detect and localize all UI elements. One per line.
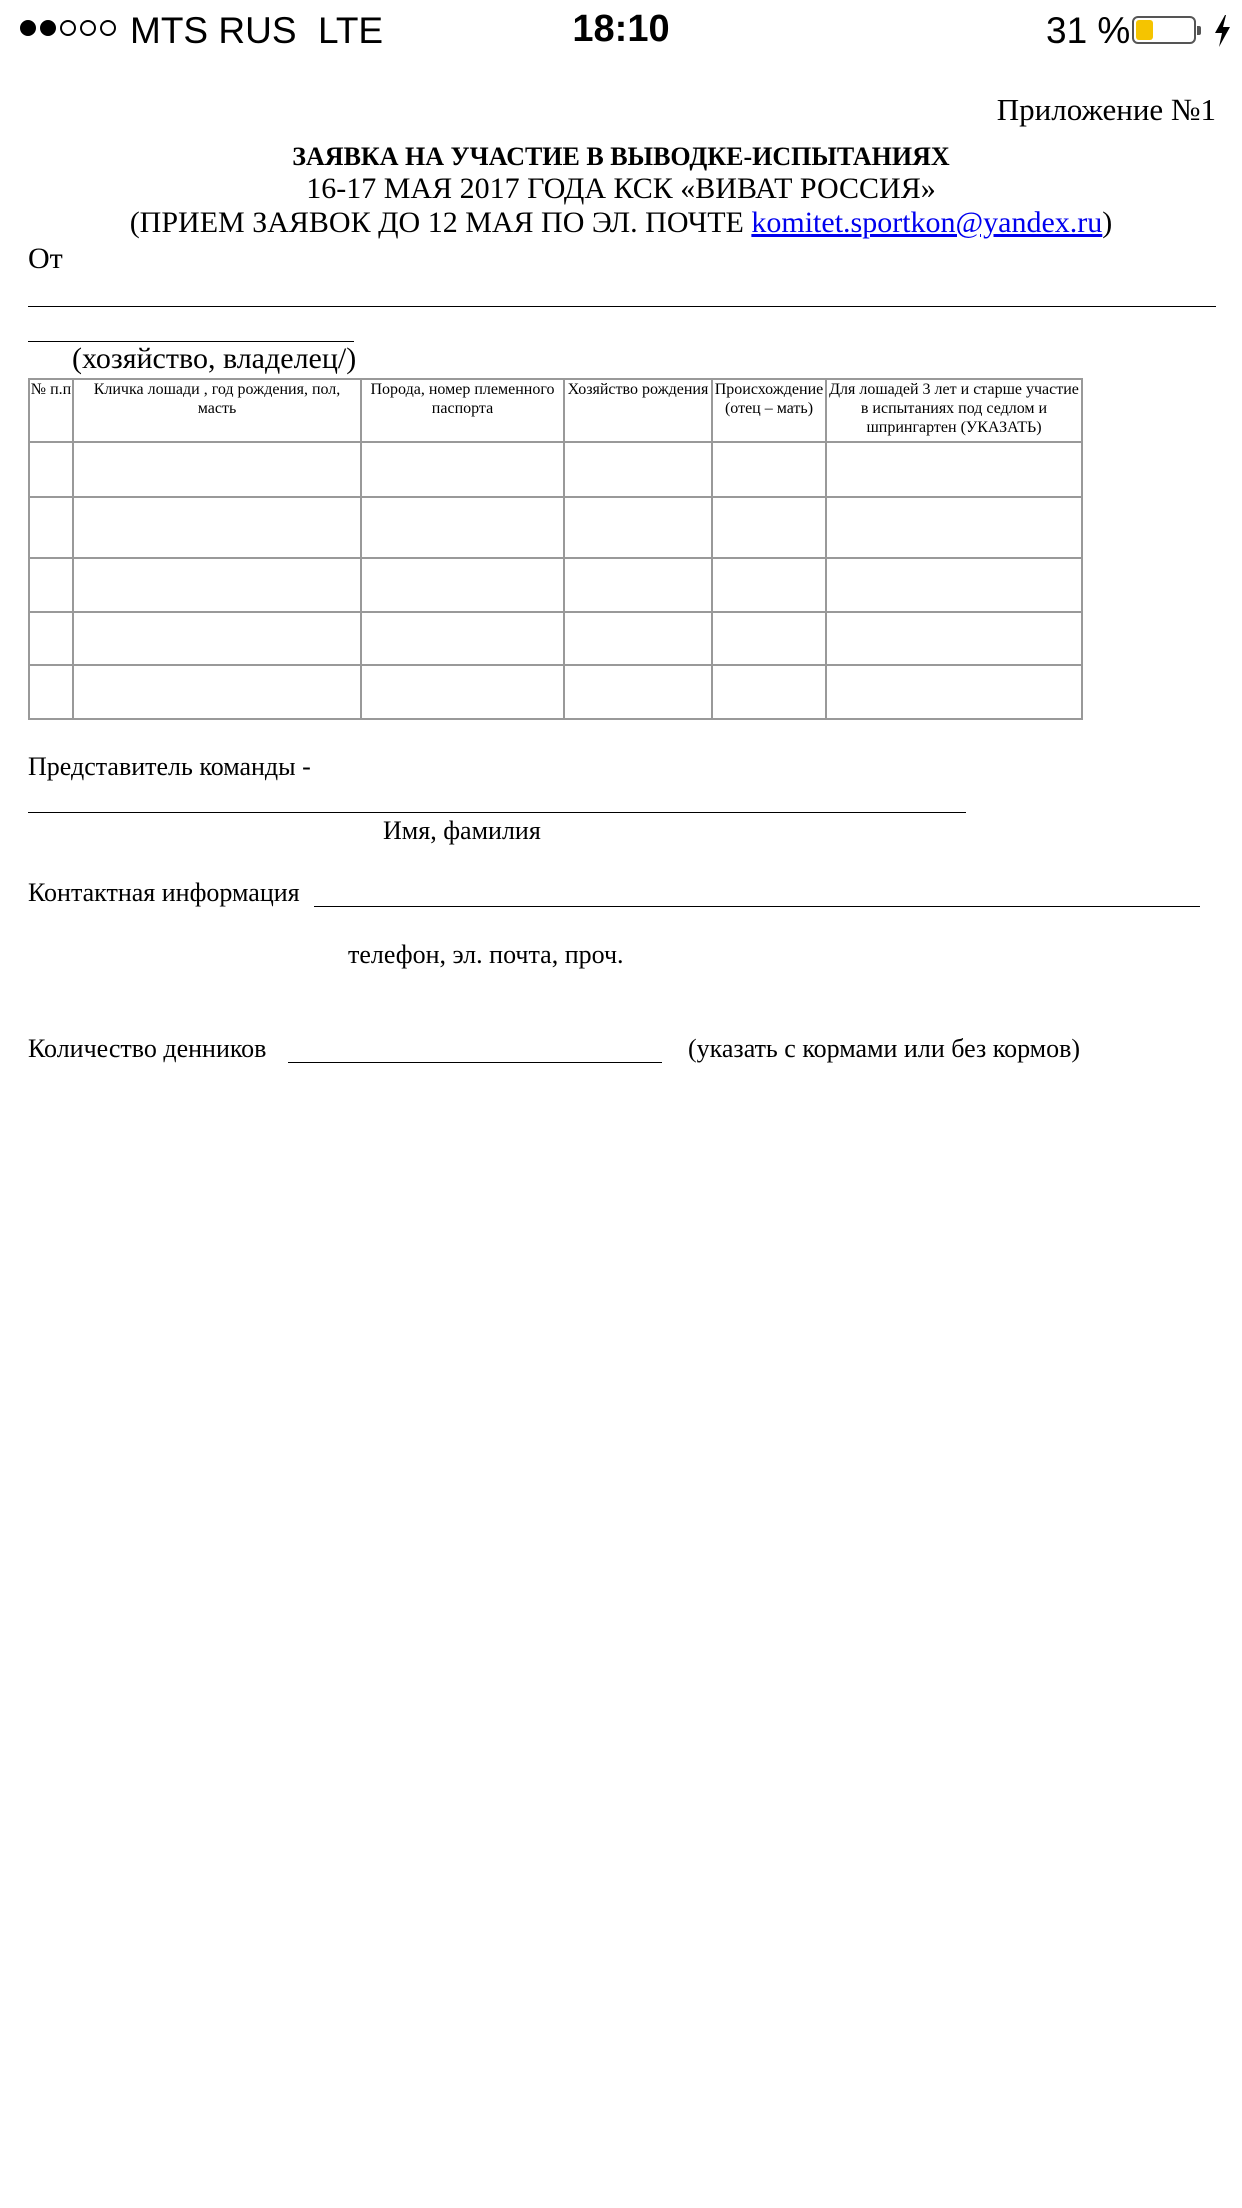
table-row — [29, 497, 1082, 558]
event-dates: 16-17 МАЯ 2017 ГОДА КСК «ВИВАТ РОССИЯ» — [306, 172, 936, 205]
table-cell — [29, 497, 73, 558]
horse-entries-table — [28, 378, 1083, 720]
table-row — [29, 612, 1082, 665]
stalls-fill-line — [288, 1062, 662, 1063]
table-cell — [73, 497, 361, 558]
table-cell — [361, 497, 564, 558]
deadline-suffix: ) — [1102, 206, 1113, 239]
table-cell — [361, 558, 564, 612]
column-header-horse-name: Кличка лошади , год рождения, пол, масть — [73, 379, 361, 442]
table-cell — [564, 558, 712, 612]
email-link[interactable]: komitet.sportkon@yandex.ru — [751, 206, 1103, 239]
deadline-line — [0, 206, 1242, 240]
representative-caption: Имя, фамилия — [383, 816, 541, 845]
table-cell — [826, 497, 1082, 558]
stalls-note: (указать с кормами или без кормов) — [688, 1034, 1081, 1063]
table-cell — [826, 442, 1082, 497]
table-cell — [29, 612, 73, 665]
owner-caption: (хозяйство, владелец/) — [72, 342, 357, 375]
table-cell — [564, 612, 712, 665]
table-cell — [826, 558, 1082, 612]
charging-bolt-icon — [1212, 14, 1232, 48]
table-cell — [361, 612, 564, 665]
status-bar — [0, 0, 1242, 64]
network-type: LTE — [318, 10, 384, 51]
column-header-saddle-trials: Для лошадей 3 лет и старше участие в испытаниях под седлом и шпрингартен (УКАЗАТЬ) — [826, 379, 1082, 442]
table-cell — [712, 612, 826, 665]
table-cell — [29, 558, 73, 612]
contact-caption: телефон, эл. почта, проч. — [348, 940, 624, 969]
table-cell — [564, 497, 712, 558]
battery-percent: 31 % — [1046, 10, 1131, 51]
contact-fill-line — [314, 906, 1200, 907]
deadline-prefix: (ПРИЕМ ЗАЯВОК ДО 12 МАЯ ПО ЭЛ. ПОЧТЕ — [129, 206, 752, 239]
table-cell — [826, 665, 1082, 719]
table-cell — [361, 665, 564, 719]
table-row — [29, 558, 1082, 612]
table-cell — [712, 442, 826, 497]
from-fill-line — [28, 306, 1216, 307]
annex-label: Приложение №1 — [996, 92, 1216, 127]
contact-label: Контактная информация — [28, 878, 300, 907]
carrier-name: MTS RUS — [130, 10, 297, 51]
table-cell — [361, 442, 564, 497]
table-cell — [73, 442, 361, 497]
column-header-pedigree: Происхождение (отец – мать) — [712, 379, 826, 442]
table-cell — [564, 442, 712, 497]
table-cell — [712, 665, 826, 719]
table-cell — [73, 612, 361, 665]
table-cell — [73, 558, 361, 612]
document-title: ЗАЯВКА НА УЧАСТИЕ В ВЫВОДКЕ-ИСПЫТАНИЯХ — [292, 142, 950, 171]
table-cell — [564, 665, 712, 719]
table-row — [29, 442, 1082, 497]
column-header-number: № п.п — [29, 379, 73, 442]
table-row — [29, 665, 1082, 719]
column-header-birth-farm: Хозяйство рождения — [564, 379, 712, 442]
table-cell — [712, 497, 826, 558]
representative-fill-line — [28, 812, 966, 813]
status-time: 18:10 — [572, 8, 670, 50]
table-cell — [73, 665, 361, 719]
table-cell — [29, 665, 73, 719]
table-header-row — [29, 379, 1082, 442]
battery-level — [1136, 20, 1153, 40]
table-cell — [29, 442, 73, 497]
from-label: От — [28, 242, 63, 275]
column-header-breed-passport: Порода, номер племенного паспорта — [361, 379, 564, 442]
table-cell — [712, 558, 826, 612]
stalls-label: Количество денников — [28, 1034, 267, 1063]
representative-label: Представитель команды - — [28, 752, 311, 781]
battery-icon — [1132, 16, 1196, 44]
table-cell — [826, 612, 1082, 665]
